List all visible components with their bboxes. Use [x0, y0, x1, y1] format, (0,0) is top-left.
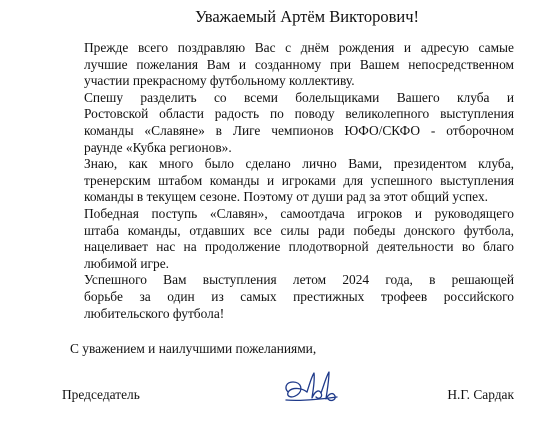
- text-line: Ростовской области радость по поводу великолепного выступления: [84, 106, 514, 122]
- text-line: Прежде всего поздравляю Вас с днём рождения и адресую самые: [84, 40, 514, 55]
- letter-body: [62, 40, 514, 322]
- text-line: лучшие пожелания Вам и созданному при Вашем непосредственном: [84, 56, 514, 72]
- letter-closing: С уважением и наилучшими пожеланиями,: [70, 341, 317, 356]
- text-line: участии прекрасному футбольному коллективу.: [84, 73, 355, 89]
- text-line: штаба команды, отдавших все силы ради победы донского футбола,: [84, 222, 514, 238]
- text-line: нацеливает нас на продолжение плодотворной деятельности во благо: [84, 239, 514, 255]
- signer-title: Председатель: [62, 387, 140, 402]
- text-line: любимой игре.: [84, 255, 169, 271]
- text-line: борьбе за один из самых престижных трофеев российского: [84, 288, 514, 304]
- text-line: Победная поступь «Славян», самоотдача игроков и руководящего: [84, 205, 514, 221]
- signature-stroke: [321, 372, 335, 400]
- letter: [62, 0, 514, 432]
- signature-stroke: [286, 382, 307, 397]
- text-line: тренерским штабом команды и игроками для успешного выступления: [84, 172, 514, 188]
- paragraph-birthday: [62, 40, 514, 90]
- text-line: Спешу разделить со всеми болельщиками Вашего клуба и: [84, 89, 514, 105]
- paragraph-wishes: [62, 272, 514, 322]
- text-line: команды в текущем сезоне. Поэтому от души рад за этот общий успех.: [84, 189, 488, 205]
- paragraph-victory: [62, 206, 514, 272]
- signature-stroke: [307, 373, 322, 398]
- text-line: команды «Славяне» в Лиге чемпионов ЮФО/СКФО - отборочном: [84, 122, 514, 138]
- text-line: Успешного Вам выступления летом 2024 года, в решающей: [84, 272, 514, 288]
- signer-name: Н.Г. Сардак: [447, 387, 514, 402]
- text-line: раунде «Кубка регионов».: [84, 139, 232, 155]
- signature-block: [62, 368, 514, 424]
- paragraph-joy: [62, 90, 514, 156]
- letter-greeting: Уважаемый Артём Викторович!: [194, 7, 420, 26]
- text-line: Знаю, как много было сделано лично Вами, президентом клуба,: [84, 156, 514, 172]
- handwritten-signature: [280, 368, 342, 412]
- paragraph-thanks: [62, 156, 514, 206]
- text-line: любительского футбола!: [84, 305, 225, 321]
